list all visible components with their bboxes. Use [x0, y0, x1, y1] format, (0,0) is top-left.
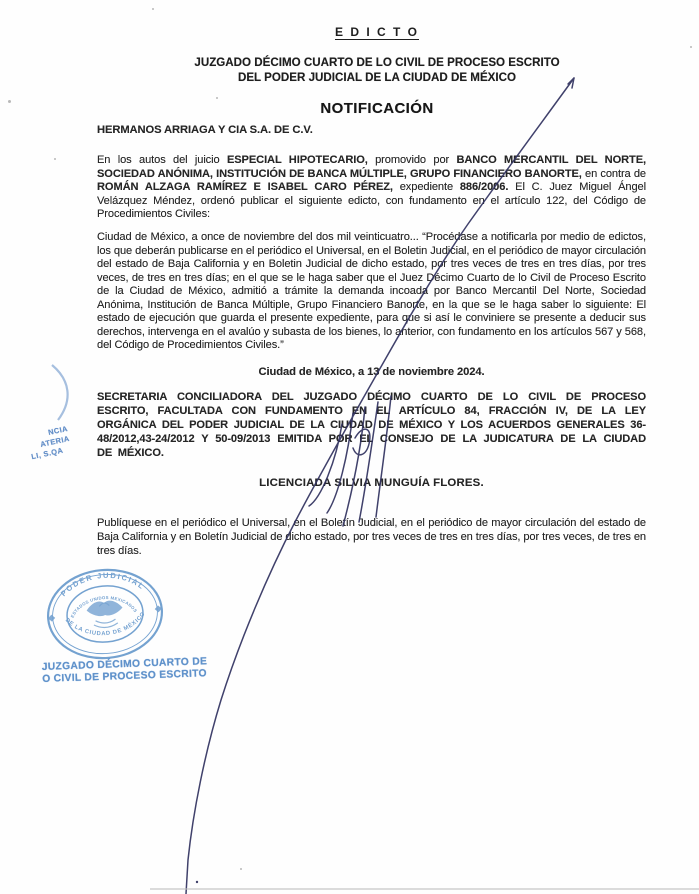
- margin-stamp-line3: LI, S.QA: [30, 445, 64, 462]
- court-name-line1: JUZGADO DÉCIMO CUARTO DE LO CIVIL DE PROCESO ESCRITO: [194, 56, 560, 69]
- court-name-line2: DEL PODER JUDICIAL DE LA CIUDAD DE MÉXICO: [237, 70, 517, 84]
- court-stamp-line1: JUZGADO DÉCIMO CUARTO DE: [41, 656, 208, 673]
- seal-top-text: PODER JUDICIAL: [58, 570, 147, 599]
- eagle-icon: [86, 599, 124, 629]
- margin-stamp-line1: NCIA: [47, 424, 69, 437]
- paragraph-edicto-text: Ciudad de México, a once de noviembre del dos mil veinticuatro... “Procédase a notificarla por medio de edictos, los que deberán publicarse en el periódico el Universal, en el Boletin Judicial, en el periódico de mayor circulación del estado de Baja California y en Boletin Judicial de dicho estado, por tres veces de tres en tres días, por tres veces, de tres en tres días; en el que se le haga saber que el Juez Décimo Cuarto de lo Civil de Proceso Escrito de la Ciudad de México, admitió a trámite la demanda incoada por Banco Mercantil Del Norte, Sociedad Anónima, Institución de Banca Múltiple, Grupo Financiero Banorte, en la que se le haga saber lo siguiente: El estado de ejecución que guarda el presente expediente, para que si así le conviniere se presente a deducir sus derechos, intervenga en el avalúo y subasta de los bienes, lo anterior, con fundamento en los artículos 567 y 568, del Código de Procedimientos Civiles.”: [97, 231, 646, 352]
- addressee: HERMANOS ARRIAGA Y CIA S.A. DE C.V.: [97, 124, 313, 136]
- notification-heading: NOTIFICACIÓN: [320, 100, 434, 117]
- court-stamp-text: [42, 656, 213, 687]
- margin-stamp-line2: ATERIA: [39, 434, 71, 449]
- scan-edge-line: [150, 888, 699, 890]
- publication-instruction: Publíquese en el periódico el Universal, en el Boletín Judicial, en el periódico de mayor circulación del estado de Baja California y en Boletín Judicial de dicho estado, por tres veces de tres en tres días, por tres veces, de tres en tres días.: [97, 517, 646, 557]
- signatory-name: LICENCIADA SILVIA MUNGUÍA FLORES.: [259, 477, 484, 489]
- seal-inner-text: ESTADOS UNIDOS MEXICANOS: [69, 595, 139, 619]
- date-line: Ciudad de México, a 13 de noviembre 2024.: [258, 366, 485, 378]
- court-name: [97, 56, 657, 85]
- edicto-title-text: E D I C T O: [334, 25, 419, 39]
- edicto-title: [97, 25, 657, 39]
- court-stamp-line2: O CIVIL DE PROCESO ESCRITO: [42, 668, 208, 686]
- margin-stamp: [26, 356, 136, 471]
- seal-bottom-text: DE LA CIUDAD DE MÉXICO: [63, 610, 147, 638]
- secretary-paragraph: SECRETARIA CONCILIADORA DEL JUZGADO DÉCIMO CUARTO DE LO CIVIL DE PROCESO ESCRITO, FACULTADA CON FUNDAMENTO EN EL ARTÍCULO 84, FRACCIÓN IV, DE LA LEY ORGÁNICA DEL PODER JUDICIAL DE LA CIUDAD DE MÉXICO Y LOS ACUERDOS GENERALES 36-48/2012,43-24/2012 Y 50-09/2013 EMITIDA POR EL CONSEJO DE LA JUDICATURA DE LA CIUDAD DE MÉXICO.: [97, 391, 646, 459]
- paragraph-autos: En los autos del juicio ESPECIAL HIPOTECARIO, promovido por BANCO MERCANTIL DEL NORTE, SOCIEDAD ANÓNIMA, INSTITUCIÓN DE BANCA MÚLTIPLE, GRUPO FINANCIERO BANORTE, en contra de ROMÁN ALZAGA RAMÍREZ E ISABEL CARO PÉREZ, expediente 886/2006. El C. Juez Miguel Ángel Velázquez Méndez, ordenó publicar el siguiente edicto, con fundamento en el artículo 122, del Código de Procedimientos Civiles:: [97, 154, 646, 221]
- judicial-seal-stamp: [42, 566, 168, 666]
